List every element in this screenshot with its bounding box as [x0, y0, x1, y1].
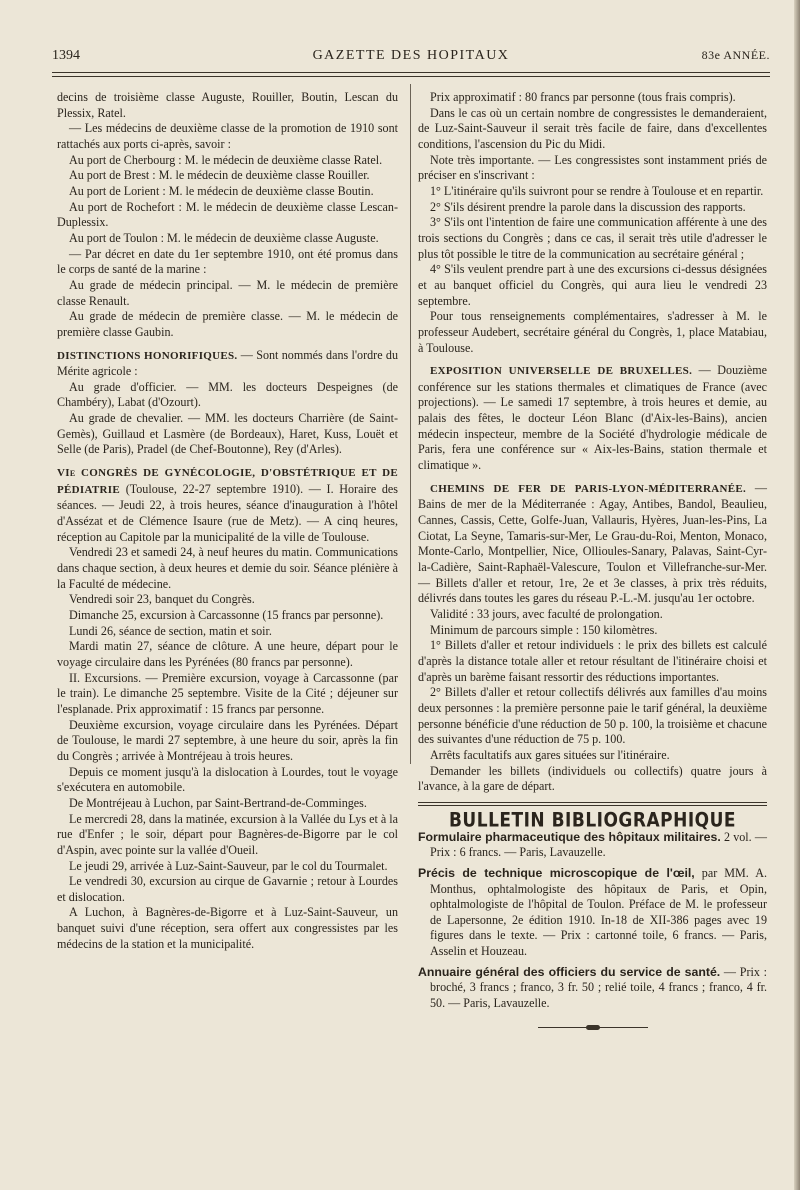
column-divider [410, 84, 411, 764]
journal-title: GAZETTE DES HOPITAUX [312, 48, 510, 63]
section-exposition: EXPOSITION UNIVERSELLE DE BRUXELLES. — Douzième conférence sur les stations thermales et climatiques de France (avec projections). — Le samedi 17 septembre, à trois heures et demie, au palais des fêtes, le docteur Léon Blanc (d'Aix-les-Bains), ancien médecin inspecteur, membre de la Société d'hydrologie médicale de Paris, fera une conférence sur « Aix-les-Bains, station thermale et climatique ». [418, 363, 767, 473]
bibliography-title: Formulaire pharmaceutique des hôpitaux militaires. [418, 829, 721, 844]
paragraph: Le jeudi 29, arrivée à Luz-Saint-Sauveur, par le col du Tourmalet. [69, 858, 388, 873]
section-chemins-de-fer: CHEMINS DE FER DE PARIS-LYON-MÉDITERRANÉE. — Bains de mer de la Méditerranée : Agay, Antibes, Bandol, Beaulieu, Cannes, Cassis, Cette, Golfe-Juan, Vallauris, Hyères, Juan-les-Pins, La Ciotat, La Seyne, Tamaris-sur-Mer, Le Grau-du-Roi, Menton, Monaco, Monte-Carlo, Montpellier, Nice, Ollioules-Sanary, Palavas, Saint-Cyr-la-Cadière, Saint-Raphaël-Valescure, Toulon et Villefranche-sur-Mer. — Billets d'aller et retour, 1re, 2e et 3e classes, à prix très réduits, délivrés dans toutes les gares du réseau P.-L.-M. jusqu'au 1er octobre. [418, 480, 768, 606]
paragraph: II. Excursions. — Première excursion, voyage à Carcassonne (par le train). Le dimanche 25 septembre. Visite de la Cité ; déjeuner sur l'esplanade. Prix approximatif : 15 francs par personne. [57, 670, 398, 716]
paragraph: Note très importante. — Les congressistes sont instamment priés de préciser en s'inscrivant : [418, 152, 767, 183]
paragraph: Demander les billets (individuels ou collectifs) quatre jours à l'avance, à la gare de départ. [418, 763, 767, 794]
bibliography-entry [418, 866, 767, 960]
paragraph: Dans le cas où un certain nombre de congressistes le demanderaient, de Luz-Saint-Sauveur il serait très facile de faire, dans d'excellentes conditions, l'ascension du Pic du Midi. [418, 105, 767, 151]
paragraph: — Les médecins de deuxième classe de la promotion de 1910 sont rattachés aux ports ci-après, savoir : [57, 121, 398, 151]
bulletin-heading: BULLETIN BIBLIOGRAPHIQUE [448, 809, 737, 833]
right-column [418, 90, 767, 1032]
paragraph: Au port de Cherbourg : M. le médecin de deuxième classe Ratel. [69, 152, 383, 167]
paragraph: Au port de Brest : M. le médecin de deuxième classe Rouiller. [69, 168, 370, 183]
paragraph: decins de troisième classe Auguste, Rouiller, Boutin, Lescan du Plessix, Ratel. [57, 90, 398, 120]
paragraph: Au grade de chevalier. — MM. les docteurs Charrière (de Saint-Gemès), Guillaud et Lasmère (de Bordeaux), Haret, Kuss, Louët et Selle (de Paris), Pradel (de Chef-Boutonne), Rey (d'Arles). [57, 411, 398, 457]
header-rule-bottom [52, 76, 770, 77]
left-column [57, 90, 398, 952]
paragraph: Vendredi soir 23, banquet du Congrès. [69, 592, 255, 607]
paragraph: Au port de Rochefort : M. le médecin de deuxième classe Lescan-Duplessix. [57, 199, 398, 230]
paragraph: Dimanche 25, excursion à Carcassonne (15 francs par personne). [69, 608, 384, 622]
bibliography-title: Précis de technique microscopique de l'œil, [418, 865, 695, 880]
section-lead: EXPOSITION UNIVERSELLE DE BRUXELLES. [430, 365, 693, 378]
paragraph: De Montréjeau à Luchon, par Saint-Bertrand-de-Comminges. [69, 795, 367, 810]
bibliography-entry [418, 965, 767, 1012]
paragraph: Prix approximatif : 80 francs par personne (tous frais compris). [430, 90, 736, 104]
paragraph: Validité : 33 jours, avec faculté de prolongation. [430, 607, 663, 621]
bibliography-entry [418, 830, 767, 861]
paragraph: Au grade d'officier. — MM. les docteurs Despeignes (de Chambéry), Labat (d'Ozourt). [57, 379, 398, 410]
paragraph: Lundi 26, séance de section, matin et soir. [69, 623, 272, 638]
paragraph: 2° Billets d'aller et retour collectifs délivrés aux familles d'au moins deux personnes : la première personne paie le tarif général, la deuxième personne bénéficie d'une réduction de 50 p. 100, la troisième et chacune des suivantes d'une réduction de 75 p. 100. [418, 685, 767, 747]
paragraph: Au port de Toulon : M. le médecin de deuxième classe Auguste. [69, 230, 379, 245]
section-lead: VIe CONGRÈS DE GYNÉCOLOGIE, D'OBSTÉTRIQUE ET DE PÉDIATRIE [57, 467, 398, 496]
page-number: 1394 [52, 48, 80, 63]
page-edge-shadow [794, 0, 800, 1190]
section-congres: VIe CONGRÈS DE GYNÉCOLOGIE, D'OBSTÉTRIQUE ET DE PÉDIATRIE (Toulouse, 22-27 septembre 1910). — I. Horaire des séances. — Jeudi 22, à trois heures, séance d'inauguration à l'hôtel d'Assézat et de Clémence Isaure (rue de Metz). — A cinq heures, réception au Capitole par la municipalité de la ville de Toulouse. [57, 467, 398, 544]
paragraph: 4° S'ils veulent prendre part à une des excursions ci-dessus désignées et au banquet officiel du Congrès, qui aura lieu le vendredi 23 septembre. [418, 262, 767, 308]
bibliography-title: Annuaire général des officiers du service de santé. [418, 964, 721, 979]
section-distinctions: DISTINCTIONS HONORIFIQUES. — Sont nommés dans l'ordre du Mérite agricole : [57, 347, 398, 379]
paragraph: Au port de Lorient : M. le médecin de deuxième classe Boutin. [69, 183, 374, 198]
bibliography-details: par MM. A. Monthus, ophtalmologiste des hôpitaux de Paris, et Opin, ophtalmologiste de l'hôpital de Toulon. Préface de M. le professeur de Lapersonne, 2e édition 1910. In-18 de XII-386 pages avec 19 figures dans le texte. — Prix : cartonné toile, 6 francs. — Paris, Asselin et Houzeau. [430, 865, 767, 959]
paragraph: Deuxième excursion, voyage circulaire dans les Pyrénées. Départ de Toulouse, le mardi 27 septembre, à une heure du soir, après la fin du Congrès ; arrivée à Montréjeau à trois heures. [57, 717, 398, 763]
paragraph: Vendredi 23 et samedi 24, à neuf heures du matin. Communications dans chaque section, à deux heures et demie du soir. Séance plénière à la Faculté de médecine. [57, 545, 398, 591]
section-lead: DISTINCTIONS HONORIFIQUES. [57, 349, 238, 362]
paragraph: Pour tous renseignements complémentaires, s'adresser à M. le professeur Audebert, secrétaire général du Congrès, 1, place Matabiau, à Toulouse. [418, 309, 767, 355]
paragraph: 1° L'itinéraire qu'ils suivront pour se rendre à Toulouse et en repartir. [430, 183, 764, 198]
paragraph: Arrêts facultatifs aux gares situées sur l'itinéraire. [430, 747, 670, 762]
header-rule-top [52, 72, 770, 73]
paragraph: 2° S'ils désirent prendre la parole dans la discussion des rapports. [430, 199, 746, 214]
paragraph: Au grade de médecin principal. — M. le médecin de première classe Renault. [57, 277, 398, 308]
section-double-rule [418, 802, 767, 806]
running-header [52, 48, 770, 68]
bibliography-details: 2 vol. — Prix : 6 francs. — Paris, Lavauzelle. [430, 829, 767, 860]
paragraph: Mardi matin 27, séance de clôture. A une heure, départ pour le voyage circulaire dans les Pyrénées (80 francs par personne). [57, 639, 398, 669]
paragraph: Le mercredi 28, dans la matinée, excursion à la Vallée du Lys et à la rue d'Enfer ; le soir, départ pour Bagnères-de-Bigorre par le col d'Aspin, avec pointe sur la vallée d'Oueil. [57, 811, 398, 857]
paragraph: Depuis ce moment jusqu'à la dislocation à Lourdes, tout le voyage s'exécutera en automobile. [57, 764, 398, 795]
end-ornament [418, 1017, 767, 1033]
paragraph: 1° Billets d'aller et retour individuels : le prix des billets est calculé d'après la distance totale aller et retour résultant de l'itinéraire choisi et d'après un barème faisant ressortir des réductions importantes. [418, 638, 767, 684]
ornament-rule [538, 1027, 648, 1028]
paragraph: Le vendredi 30, excursion au cirque de Gavarnie ; retour à Lourdes et dislocation. [57, 874, 398, 904]
section-lead: CHEMINS DE FER DE PARIS-LYON-MÉDITERRANÉE. [430, 482, 747, 495]
paragraph: — Par décret en date du 1er septembre 1910, ont été promus dans le corps de santé de la marine : [57, 246, 398, 277]
bibliography-details: — Prix : broché, 3 francs ; franco, 3 fr. 50 ; relié toile, 4 francs ; franco, 4 fr. 50. — Paris, Lavauzelle. [430, 964, 767, 1011]
volume-year: 83e ANNÉE. [701, 48, 770, 62]
paragraph: Au grade de médecin de première classe. — M. le médecin de première classe Gaubin. [57, 309, 398, 339]
paragraph: Minimum de parcours simple : 150 kilomètres. [430, 622, 658, 637]
paragraph: A Luchon, à Bagnères-de-Bigorre et à Luz-Saint-Sauveur, un banquet suivi d'une réception, sera offert aux congressistes par les médecins de la station et la municipalité. [57, 905, 398, 951]
paragraph: 3° S'ils ont l'intention de faire une communication afférente à une des trois sections du Congrès ; dans ce cas, il serait très utile d'adresser le plus tôt possible le titre de la communication au secrétaire général ; [418, 215, 767, 261]
